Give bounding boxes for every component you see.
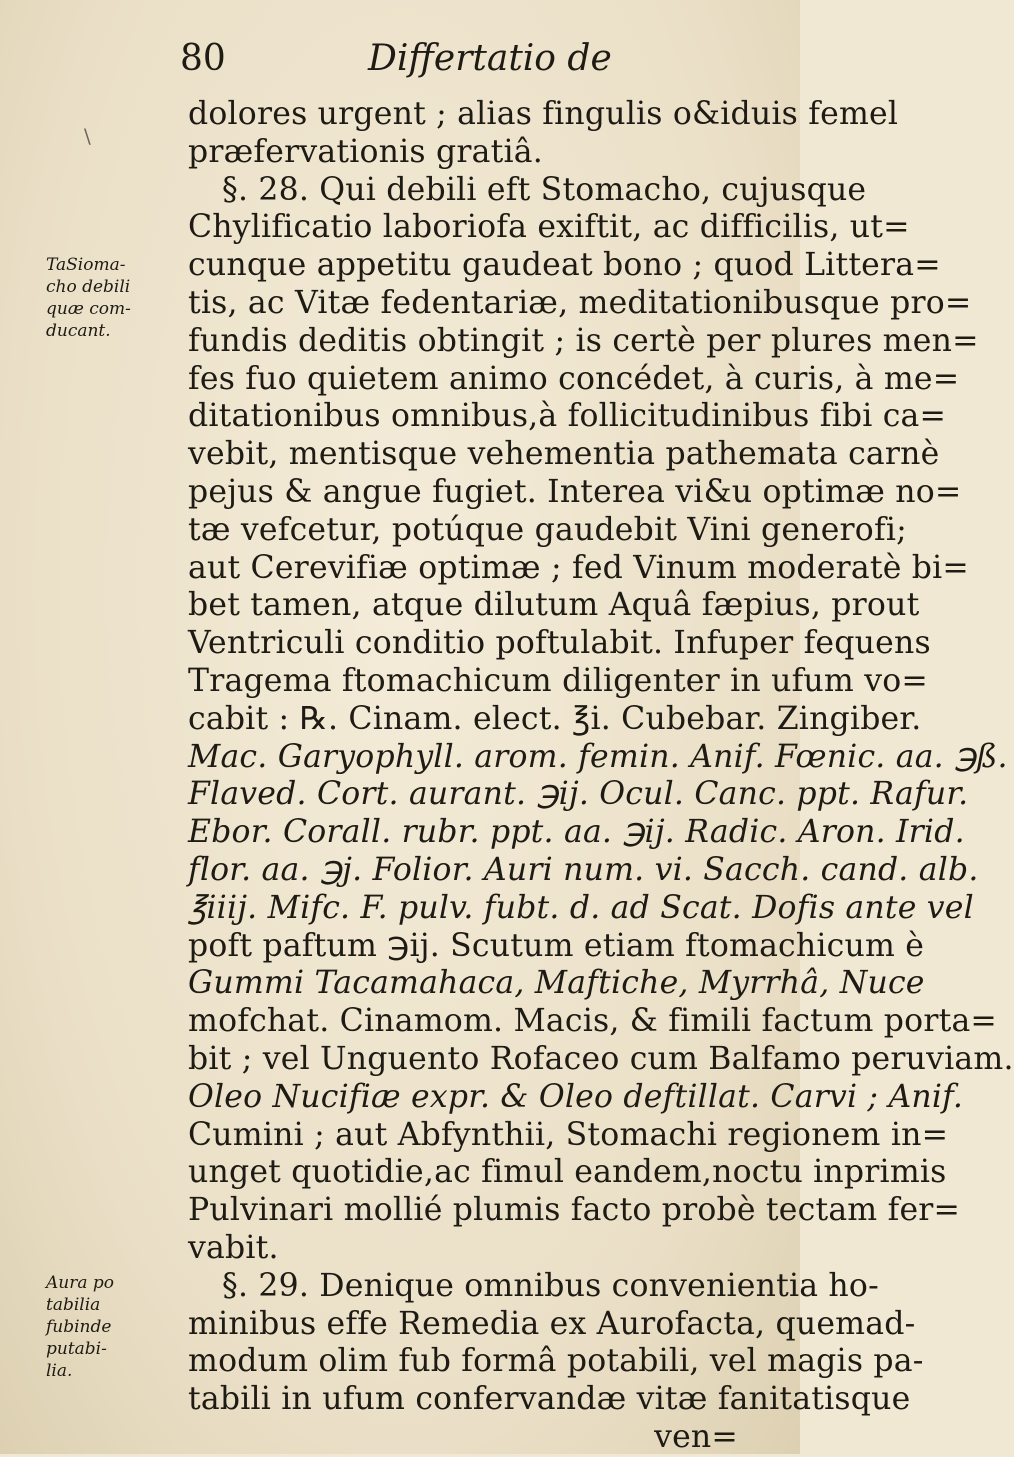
margin-note-aurum	[46, 1272, 164, 1382]
text-line: Cumini ; aut Abfynthii, Stomachi regionem in=	[188, 1116, 949, 1153]
text-line: ven=	[654, 1418, 738, 1455]
text-line: præfervationis gratiâ.	[188, 133, 543, 170]
text-line: Ebor. Corall. rubr. ppt. aa. ℈ij. Radic. Aron. Irid.	[188, 814, 965, 851]
text-line: Gummi Tacamahaca, Maftiche, Myrrhâ, Nuce	[188, 965, 925, 1002]
text-line: pejus & angue fugiet. Interea vi&u optimæ no=	[188, 473, 962, 510]
text-line: §. 28. Qui debili eft Stomacho, cujusque	[222, 171, 867, 208]
text-line: tæ vefcetur, potúque gaudebit Vini generofi;	[188, 511, 907, 548]
margin-note-line: Aura po	[46, 1273, 115, 1293]
text-line: modum olim fub formâ potabili, vel magis pa-	[188, 1343, 924, 1380]
text-line: cabit : ℞. Cinam. elect. ℥i. Cubebar. Zingiber.	[188, 700, 922, 737]
text-line: Oleo Nucifiæ expr. & Oleo deftillat. Carvi ; Anif.	[188, 1078, 964, 1115]
text-line: Tragema ftomachicum diligenter in ufum vo=	[188, 662, 928, 699]
margin-note-line: lia.	[46, 1361, 73, 1381]
text-line: Ventriculi conditio poftulabit. Infuper fequens	[188, 625, 931, 662]
text-line: tis, ac Vitæ fedentariæ, meditationibusque pro=	[188, 284, 972, 321]
text-line: Mac. Garyophyll. arom. femin. Anif. Fœnic. aa. ℈ß.	[188, 738, 1008, 775]
running-title: Differtatio de	[368, 38, 612, 79]
text-line: dolores urgent ; alias fingulis o&iduis femel	[188, 96, 899, 132]
margin-note-line: cho debili	[46, 277, 131, 297]
text-line: §. 29. Denique omnibus convenientia ho-	[222, 1267, 879, 1304]
text-line: bet tamen, atque dilutum Aquâ fæpius, prout	[188, 587, 920, 624]
body-text	[188, 96, 1014, 1457]
margin-note-line: TaSioma-	[46, 255, 126, 275]
text-line: cunque appetitu gaudeat bono ; quod Littera=	[188, 247, 941, 284]
text-line: flor. aa. ℈j. Folior. Auri num. vi. Sacch. cand. alb.	[188, 851, 979, 888]
text-line: Flaved. Cort. aurant. ℈ij. Ocul. Canc. ppt. Rafur.	[188, 776, 969, 813]
text-line: unget quotidie,ac fimul eandem,noctu inprimis	[188, 1154, 947, 1191]
text-line: ditationibus omnibus,à follicitudinibus fibi ca=	[188, 398, 947, 435]
margin-note-line: fubinde	[46, 1317, 112, 1337]
page-header	[180, 38, 740, 94]
text-line: fes fuo quietem animo concédet, à curis, à me=	[188, 360, 960, 397]
margin-note-line: ducant.	[46, 321, 111, 341]
margin-note-line: putabi-	[46, 1339, 107, 1359]
margin-note-line: quæ com-	[46, 299, 131, 319]
text-line: bit ; vel Unguento Rofaceo cum Balfamo peruviam.	[188, 1040, 1014, 1077]
text-line: fundis deditis obtingit ; is certè per plures men=	[188, 322, 979, 359]
text-line: aut Cerevifiæ optimæ ; fed Vinum moderatè bi=	[188, 549, 970, 586]
text-line: minibus effe Remedia ex Aurofacta, quemad-	[188, 1305, 916, 1342]
text-line: Pulvinari mollié plumis facto probè tectam fer=	[188, 1192, 961, 1229]
stray-mark: \	[84, 124, 91, 148]
text-line: vabit.	[188, 1229, 279, 1266]
margin-note-line: tabilia	[46, 1295, 101, 1315]
text-line: mofchat. Cinamom. Macis, & fimili factum porta=	[188, 1003, 998, 1040]
text-line: vebit, mentisque vehementia pathemata carnè	[188, 436, 940, 473]
text-line: poft paftum ℈ij. Scutum etiam ftomachicum è	[188, 927, 925, 964]
text-line: Chylificatio laboriofa exiftit, ac difficilis, ut=	[188, 209, 910, 246]
text-line: tabili in ufum confervandæ vitæ fanitatisque	[188, 1381, 911, 1418]
margin-note-stomach	[46, 254, 164, 342]
page-number: 80	[180, 38, 226, 79]
text-line: ℥iiij. Mifc. F. pulv. fubt. d. ad Scat. Dofis ante vel	[188, 889, 974, 926]
